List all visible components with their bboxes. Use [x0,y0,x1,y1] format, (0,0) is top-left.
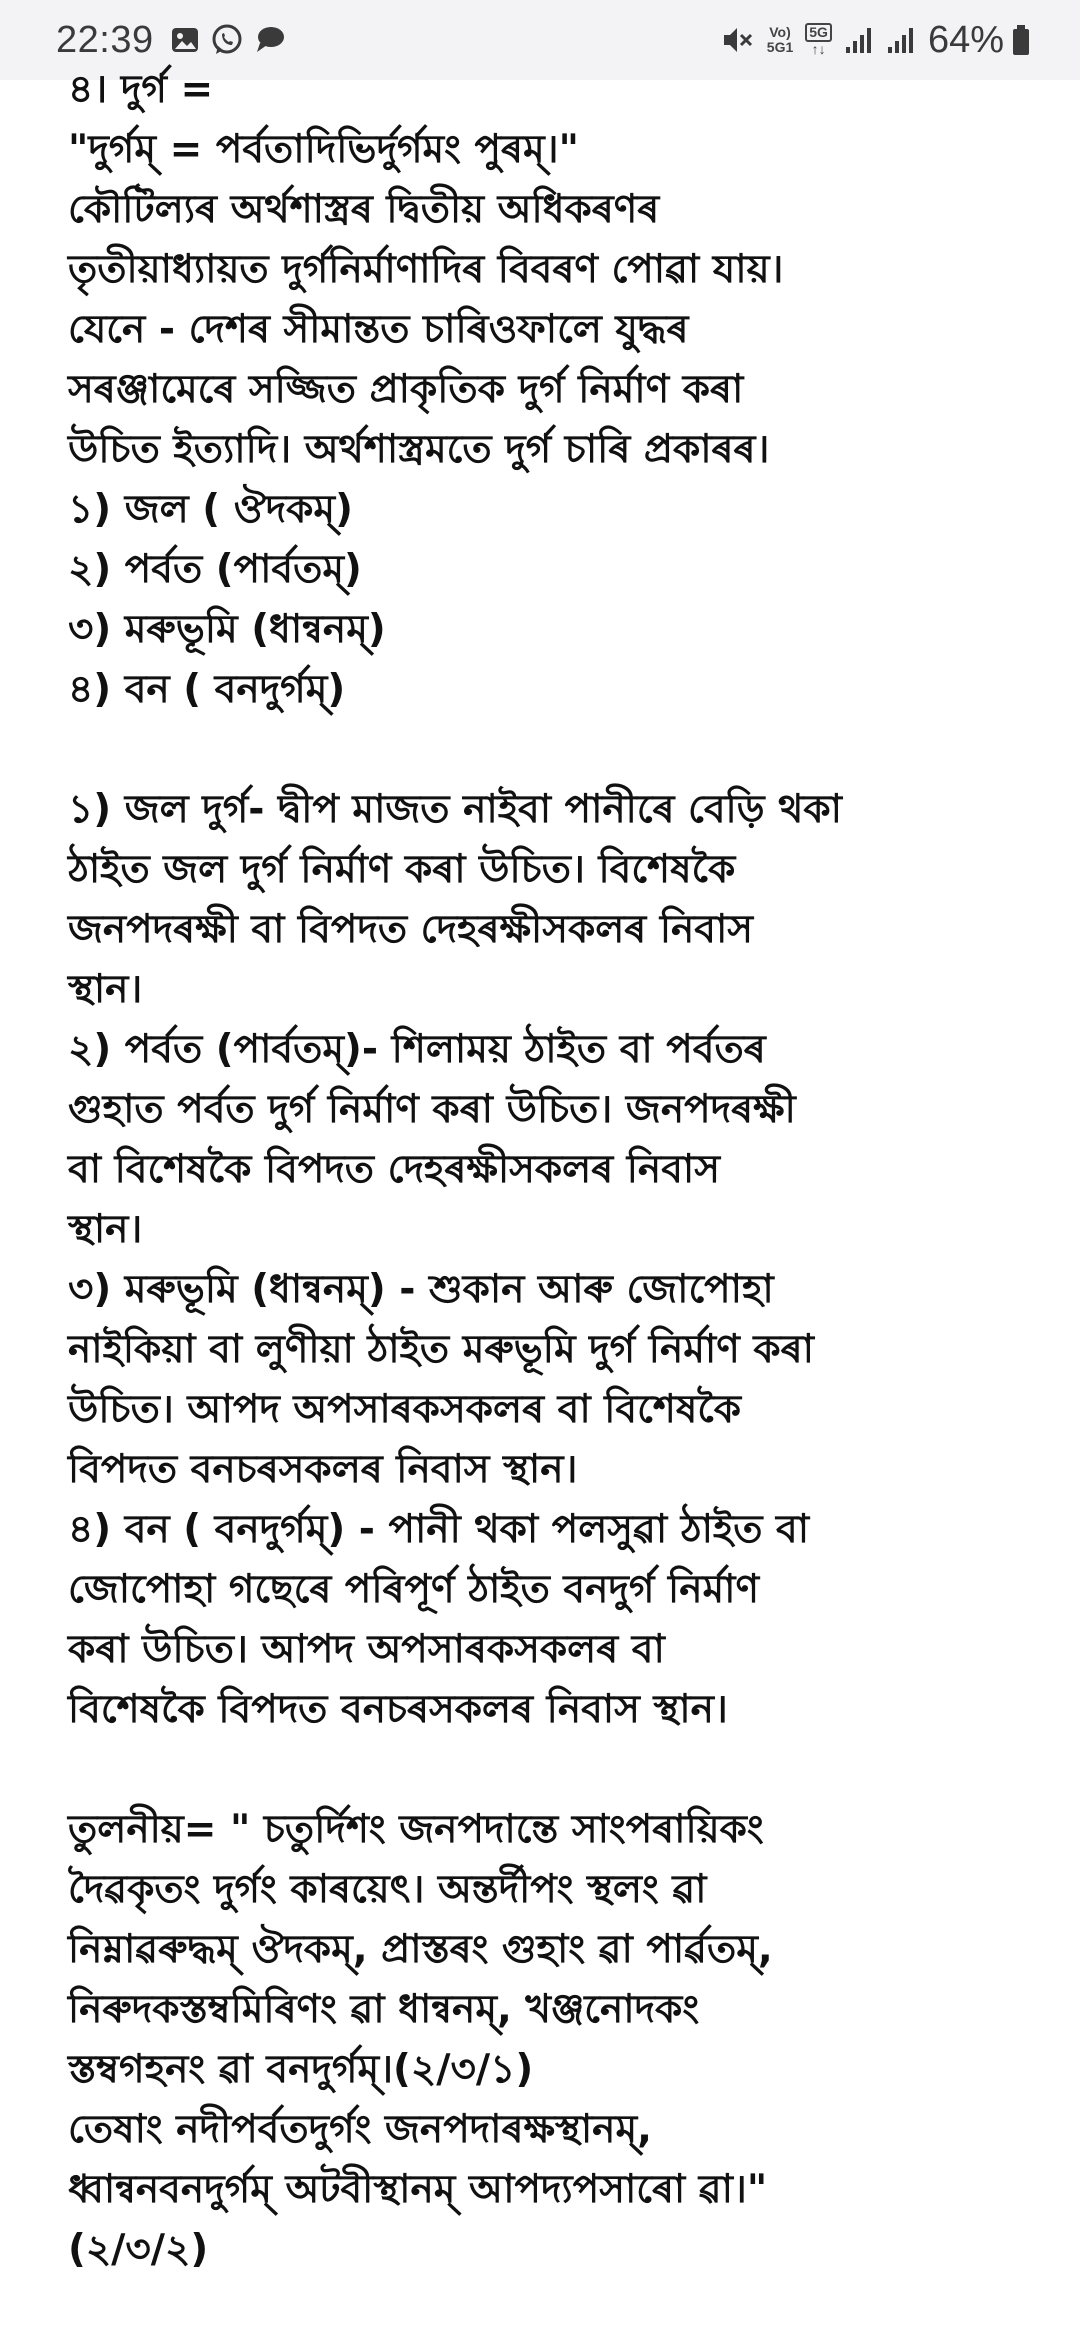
note-line: ঠাইত জল দুৰ্গ নিৰ্মাণ কৰা উচিত। বিশেষকৈ [68,847,736,892]
blank-line [68,720,1028,780]
note-line: দৈৱকৃতং দুৰ্গং কাৰয়েৎ। অন্তৰ্দীপং স্থলং ৱা [68,1867,707,1912]
note-line: ২) পৰ্বত (পাৰ্বতম্)- শিলাময় ঠাইত বা পৰ্বতৰ [68,1027,766,1072]
volte-icon [767,25,793,55]
note-line: (২/৩/২) [68,2227,209,2272]
note-line: ৪) বন ( বনদুৰ্গম্) - পানী থকা পলসুৱা ঠাইত বা [68,1507,810,1552]
status-bar-left [56,19,296,62]
5g-icon [805,23,832,57]
note-line: সৰঞ্জামেৰে সজ্জিত প্ৰাকৃতিক দুৰ্গ নিৰ্মাণ কৰা [68,367,744,412]
signal-2-icon [886,25,916,55]
note-line: যেনে - দেশৰ সীমান্তত চাৰিওফালে যুদ্ধৰ [68,307,689,352]
note-line: গুহাত পৰ্বত দুৰ্গ নিৰ্মাণ কৰা উচিত। জনপদৰক্ষী [68,1087,796,1132]
status-bar-right [721,19,1030,62]
battery-icon [1012,24,1030,56]
note-line: নাইকিয়া বা লুণীয়া ঠাইত মৰুভূমি দুৰ্গ নিৰ্মাণ কৰা [68,1327,814,1372]
note-line: ৩) মৰুভূমি (ধান্বনম্) - শুকান আৰু জোপোহা [68,1267,774,1312]
note-line: কৰা উচিত। আপদ অপসাৰকসকলৰ বা [68,1627,665,1672]
note-line: তেষাং নদীপৰ্বতদুৰ্গং জনপদাৰক্ষস্থানম্, [68,2107,652,2152]
blank-line [68,1740,1028,1800]
volte-top-label: Vo) [769,24,791,40]
note-line: ৪। দুৰ্গ = [68,67,214,112]
note-line: স্তম্বগহনং ৱা বনদুৰ্গম্।(২/৩/১) [68,2047,534,2092]
note-line: বিশেষকৈ বিপদত বনচৰসকলৰ নিবাস স্থান। [68,1687,728,1732]
gallery-icon [170,25,200,55]
mute-icon [721,24,755,56]
data-arrows-icon: ↑↓ [811,41,826,57]
signal-1-icon [844,25,874,55]
note-line: বিপদত বনচৰসকলৰ নিবাস স্থান। [68,1447,578,1492]
note-line: ধ্বান্বনবনদুৰ্গম্ অটবীস্থানম্ আপদ্যপসাৰো ৱা।" [68,2167,768,2212]
note-line: জোপোহা গছেৰে পৰিপূৰ্ণ ঠাইত বনদুৰ্গ নিৰ্মাণ [68,1567,760,1612]
whatsapp-icon [210,23,244,57]
note-line: নিম্নাৱৰুদ্ধম্ ঔদকম্, প্ৰাস্তৰং গুহাং ৱা পাৰ্ৱতম্, [68,1927,773,1972]
note-line: ১) জল ( ঔদকম্) [68,487,353,532]
note-line: উচিত। আপদ অপসাৰকসকলৰ বা বিশেষকৈ [68,1387,741,1432]
note-line: তুলনীয়= " চতুৰ্দিশং জনপদান্তে সাংপৰায়িকং [68,1807,764,1852]
note-line: স্থান। [68,1207,143,1252]
note-line: ১) জল দুৰ্গ- দ্বীপ মাজত নাইবা পানীৰে বেড়ি থকা [68,787,842,832]
note-line: নিৰুদকস্তম্বমিৰিণং ৱা ধান্বনম্, খঞ্জনোদকং [68,1987,700,2032]
note-line: ২) পৰ্বত (পাৰ্বতম্) [68,547,362,592]
note-line: উচিত ইত্যাদি। অৰ্থশাস্ত্ৰমতে দুৰ্গ চাৰি প্ৰকাৰৰ। [68,427,770,472]
note-line: বা বিশেষকৈ বিপদত দেহৰক্ষীসকলৰ নিবাস [68,1147,720,1192]
chat-bubble-icon [254,25,286,55]
volte-bottom-label: 5G1 [766,39,794,55]
note-line: কৌটিল্যৰ অৰ্থশাস্ত্ৰৰ দ্বিতীয় অধিকৰণৰ [68,187,660,232]
note-line: ৪) বন ( বনদুৰ্গম্) [68,667,346,712]
note-line: ৩) মৰুভূমি (ধান্বনম্) [68,607,386,652]
note-line: তৃতীয়াধ্যায়ত দুৰ্গনিৰ্মাণাদিৰ বিবৰণ পোৱা যায়। [68,247,784,292]
note-line: "দুৰ্গম্ = পৰ্বতাদিভিৰ্দুৰ্গমং পুৰম্।" [68,127,579,172]
clock: 22:39 [56,18,154,61]
battery-percentage: 64% [927,18,1004,61]
note-content [68,60,1028,2280]
note-line: জনপদৰক্ষী বা বিপদত দেহৰক্ষীসকলৰ নিবাস [68,907,754,952]
note-line: স্থান। [68,967,143,1012]
5g-label: 5G [805,23,832,42]
